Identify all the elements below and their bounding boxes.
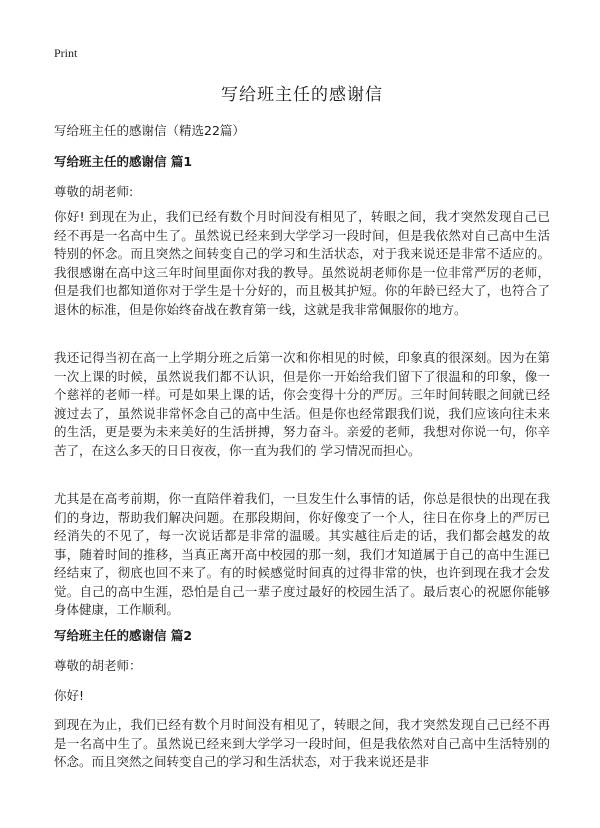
print-label: Print [54,46,78,60]
paragraph-2-1: 到现在为止，我们已经有数个月时间没有相见了，转眼之间，我才突然发现自己已经不再是一名高中生了。虽然说已经来到大学学习一段时间，但是我依然对自己高中生活特别的怀念。而且突然之间转变自己的学习和生活状态，对于我来说还是非 [54,717,550,769]
salutation-1: 尊敬的胡老师: [54,184,134,199]
salutation-2: 尊敬的胡老师： [54,658,142,673]
section-heading-1: 写给班主任的感谢信 篇1 [54,154,193,169]
section-heading-2: 写给班主任的感谢信 篇2 [54,628,193,643]
paragraph-1-1: 你好! 到现在为止，我们已经有数个月时间没有相见了，转眼之间，我才突然发现自己已经不再是一名高中生了。虽然说已经来到大学学习一段时间，但是我依然对自己高中生活特别的怀念。而且突然之间转变自己的学习和生活状态，对于我来说还是非常不适应的。我很感谢在高中这三年时间里面你对我的教导。虽然说胡老师你是一位非常严厉的老师，但是我们也都知道你对于学生是十分好的，而且极其护短。你的年龄已经大了，也符合了退休的标准，但是你始终奋战在教育第一线，这就是我非常佩服你的地方。 [54,209,550,317]
page-title: 写给班主任的感谢信 [221,85,383,105]
paragraph-1-2: 我还记得当初在高一上学期分班之后第一次和你相见的时候，印象真的很深刻。因为在第一次上课的时候，虽然说我们都不认识，但是你一开始给我们留下了很温和的印象，像一个慈祥的老师一样。可是如果上课的话，你会变得十分的严厉。三年时间转眼之间就已经渡过去了，虽然说非常怀念自己的高中生活。但是你也经常跟我们说，我们应该向往未来的生活，更是要为未来美好的生活拼搏，努力奋斗。亲爱的老师，我想对你说一句，你辛苦了，在这么多天的日日夜夜，你一直为我们的 学习情况而担心。 [54,350,550,458]
greeting-2: 你好! [54,688,85,703]
document-subtitle: 写给班主任的感谢信（精选22篇） [54,123,245,138]
paragraph-1-3: 尤其是在高考前期，你一直陪伴着我们，一旦发生什么事情的话，你总是很快的出现在我们的身边，帮助我们解决问题。在那段期间，你好像变了一个人，往日在你身上的严厉已经消失的不见了，每一次说话都是非常的温暖。其实越往后走的话，我们都会越发的故事，随着时间的推移，当真正离开高中校园的那一刻，我们才知道属于自己的高中生涯已经结束了，彻底也回不来了。有的时候感觉时间真的过得非常的快，也许到现在我才会发觉。自己的高中生涯，恐怕是自己一辈子度过最好的校园生活了。最后衷心的祝愿你能够身体健康，工作顺利。 [54,491,550,617]
